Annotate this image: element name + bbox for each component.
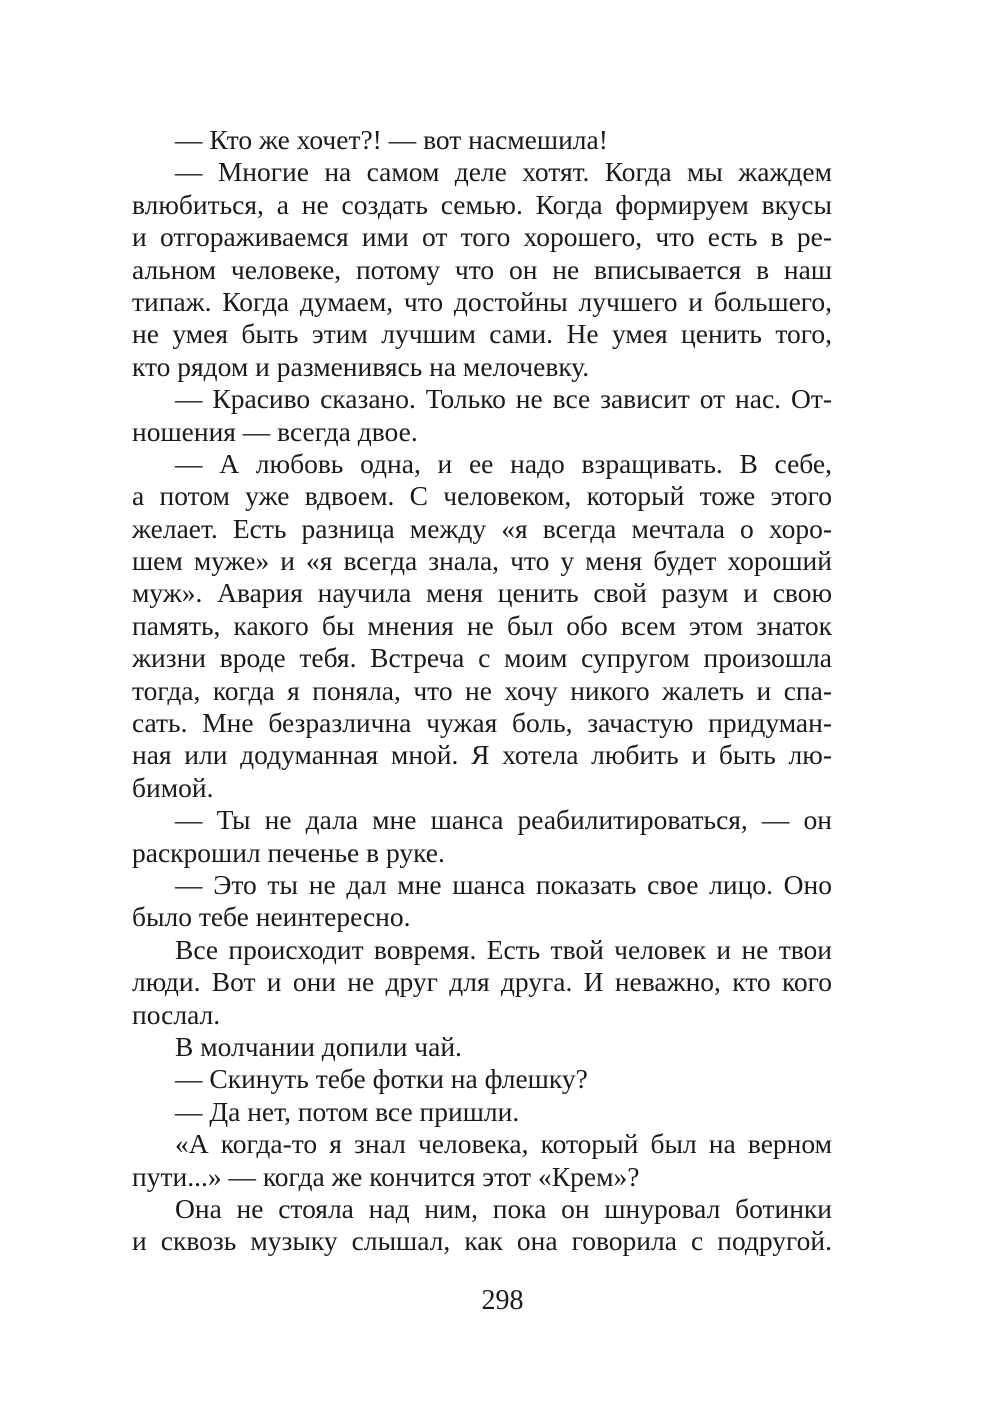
page-body-text — [132, 124, 832, 1258]
text-line: и отгораживаемся ими от того хорошего, что есть в ре- — [132, 221, 832, 253]
text-line: тогда, когда я поняла, что не хочу никого жалеть и спа- — [132, 674, 832, 706]
text-line: типаж. Когда думаем, что достойны лучшего и большего, — [132, 285, 832, 317]
text-line: и сквозь музыку слышал, как она говорила с подругой. — [132, 1225, 832, 1257]
text-line: ношения — всегда двое. — [132, 415, 418, 447]
text-line: — Кто же хочет?! — вот насмешила! — [175, 124, 608, 155]
text-line: — А любовь одна, и ее надо взращивать. В себе, — [175, 447, 832, 479]
page-number: 298 — [481, 1285, 524, 1316]
text-line: кто рядом и разменивясь на мелочевку. — [132, 350, 590, 382]
text-line: муж». Авария научила меня ценить свой разум и свою — [132, 577, 832, 609]
text-line: — Скинуть тебе фотки на флешку? — [175, 1063, 588, 1095]
text-line: раскрошил печенье в руке. — [132, 836, 445, 868]
text-line: Она не стояла над ним, пока он шнуровал ботинки — [175, 1192, 832, 1224]
text-line: послал. — [132, 998, 221, 1030]
text-line: — Многие на самом деле хотят. Когда мы жаждем — [175, 156, 832, 188]
text-line: а потом уже вдвоем. С человеком, который тоже этого — [132, 480, 832, 512]
text-line: желает. Есть разница между «я всегда мечтала о хоро- — [132, 512, 832, 544]
text-line: — Красиво сказано. Только не все зависит от нас. От- — [175, 383, 832, 415]
text-line: пути...» — когда же кончится этот «Крем»? — [132, 1160, 640, 1192]
text-line: — Да нет, потом все пришли. — [175, 1095, 520, 1127]
text-line: — Это ты не дал мне шанса показать свое лицо. Оно — [175, 868, 832, 900]
text-line: не умея быть этим лучшим сами. Не умея ценить того, — [132, 318, 832, 350]
text-line: люди. Вот и они не друг для друга. И неважно, кто кого — [132, 966, 832, 998]
text-line: «А когда-то я знал человека, который был на верном — [175, 1128, 832, 1160]
text-line: было тебе неинтересно. — [132, 901, 411, 933]
text-line: ная или додуманная мной. Я хотела любить и быть лю- — [132, 739, 832, 771]
text-line: жизни вроде тебя. Встреча с моим супругом произошла — [132, 642, 832, 674]
text-line: шем муже» и «я всегда знала, что у меня будет хороший — [132, 545, 832, 577]
text-line: В молчании допили чай. — [175, 1030, 462, 1062]
text-line: Все происходит вовремя. Есть твой человек и не твои — [175, 933, 832, 965]
text-line: альном человеке, потому что он не вписывается в наш — [132, 253, 832, 285]
text-line: память, какого бы мнения не был обо всем этом знаток — [132, 609, 832, 641]
text-line: влюбиться, а не создать семью. Когда формируем вкусы — [132, 188, 832, 220]
text-line: сать. Мне безразлична чужая боль, зачастую придуман- — [132, 707, 832, 739]
text-line: — Ты не дала мне шанса реабилитироваться, — он — [175, 804, 832, 836]
text-line: бимой. — [132, 771, 214, 803]
